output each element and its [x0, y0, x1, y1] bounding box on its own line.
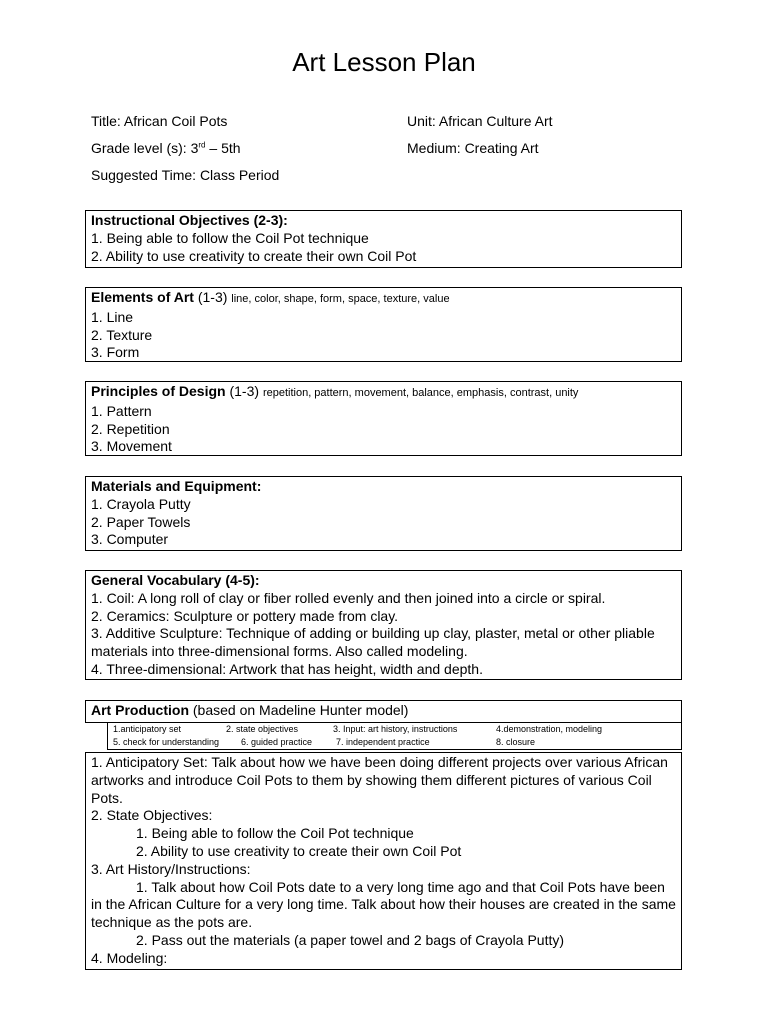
- production-state-objectives: 2. State Objectives:: [91, 807, 213, 824]
- step-label: 1.anticipatory set: [113, 724, 182, 734]
- principle-item: 1. Pattern: [91, 402, 152, 419]
- step-label: 5. check for understanding: [113, 737, 220, 747]
- vocabulary-item: 4. Three-dimensional: Artwork that has height, width and depth.: [91, 660, 483, 677]
- materials-box: [85, 476, 682, 551]
- grade-level-suffix: – 5th: [205, 140, 241, 156]
- step-label: 7. independent practice: [336, 737, 430, 747]
- principles-options: repetition, pattern, movement, balance, emphasis, contrast, unity: [262, 387, 579, 399]
- material-item: 1. Crayola Putty: [91, 495, 191, 512]
- production-body-box: [85, 752, 682, 970]
- principle-item: 3. Movement: [91, 438, 172, 455]
- material-item: 2. Paper Towels: [91, 513, 191, 530]
- elements-options: line, color, shape, form, space, texture, value: [231, 293, 450, 305]
- step-label: 2. state objectives: [226, 724, 299, 734]
- production-anticipatory: 1. Anticipatory Set: Talk about how we have been doing different projects over various African artworks and introduce Coil Pots to them by showing them different pictures of various Coil Pots.: [91, 754, 668, 806]
- element-item: 3. Form: [91, 344, 140, 361]
- step-label: 4.demonstration, modeling: [496, 724, 603, 734]
- step-label: 3. Input: art history, instructions: [333, 724, 458, 734]
- lesson-title: Title: African Coil Pots: [91, 113, 228, 129]
- grade-level-sup: rd: [198, 140, 206, 150]
- production-steps-key: [107, 722, 682, 750]
- step-label: 8. closure: [496, 737, 536, 747]
- lesson-medium: Medium: Creating Art: [407, 140, 539, 156]
- page-title: Art Lesson Plan: [292, 47, 476, 77]
- production-note: (based on Madeline Hunter model): [189, 702, 409, 718]
- production-objective-item: 2. Ability to use creativity to create their own Coil Pot: [136, 842, 462, 859]
- principles-box: [85, 381, 682, 456]
- objective-item: 1. Being able to follow the Coil Pot technique: [91, 229, 369, 246]
- production-objective-item: 1. Being able to follow the Coil Pot technique: [136, 825, 414, 842]
- production-history: 3. Art History/Instructions:: [91, 860, 251, 877]
- step-label: 6. guided practice: [241, 737, 313, 747]
- vocabulary-item: 1. Coil: A long roll of clay or fiber rolled evenly and then joined into a circle or spiral.: [91, 589, 606, 606]
- lesson-unit: Unit: African Culture Art: [407, 113, 553, 129]
- elements-range: (1-3): [193, 289, 232, 305]
- production-history-item: 2. Pass out the materials (a paper towel and 2 bags of Crayola Putty): [136, 931, 565, 948]
- vocabulary-box: [85, 570, 682, 680]
- material-item: 3. Computer: [91, 531, 169, 548]
- grade-level-prefix: Grade level (s): 3: [91, 140, 199, 156]
- objectives-heading: Instructional Objectives (2-3):: [91, 212, 288, 228]
- vocabulary-item: 2. Ceramics: Sculpture or pottery made from clay.: [91, 607, 399, 624]
- objective-item: 2. Ability to use creativity to create their own Coil Pot: [91, 247, 417, 264]
- objectives-box: [85, 210, 682, 268]
- production-history-item: 1. Talk about how Coil Pots date to a very long time ago and that Coil Pots have been in the African Culture for a very long time. Talk about how their houses are created in the same technique as the pots are.: [91, 878, 676, 931]
- vocabulary-heading: General Vocabulary (4-5):: [91, 572, 260, 588]
- vocabulary-item: 3. Additive Sculpture: Technique of adding or building up clay, plaster, metal or other pliable materials into three-dimensional forms. Also called modeling.: [91, 625, 655, 660]
- principles-heading: Principles of Design: [91, 383, 226, 399]
- production-heading: Art Production: [91, 702, 189, 718]
- principle-item: 2. Repetition: [91, 420, 170, 437]
- principles-range: (1-3): [225, 383, 263, 399]
- grade-level: [91, 139, 241, 157]
- materials-heading: Materials and Equipment:: [91, 478, 262, 494]
- suggested-time: Suggested Time: Class Period: [91, 167, 280, 183]
- element-item: 2. Texture: [91, 326, 153, 343]
- production-header-box: [85, 700, 682, 723]
- elements-box: [85, 287, 682, 362]
- element-item: 1. Line: [91, 308, 134, 325]
- elements-heading: Elements of Art: [91, 289, 194, 305]
- production-modeling: 4. Modeling:: [91, 949, 168, 966]
